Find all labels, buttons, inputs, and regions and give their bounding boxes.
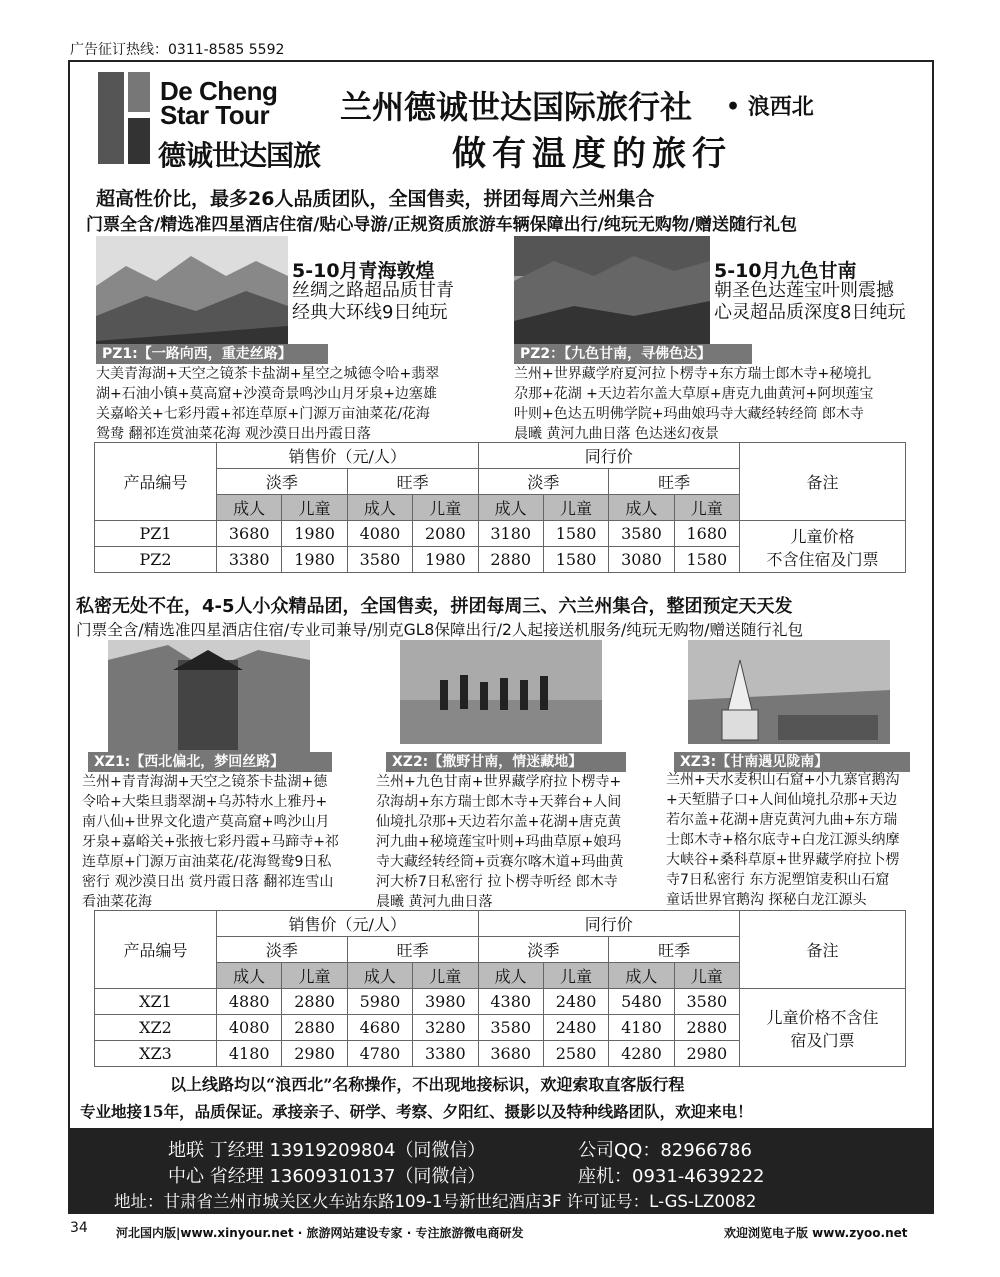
photo-pz2 bbox=[514, 236, 710, 356]
service-notice: 专业地接15年，品质保证。承接亲子、研学、考察、夕阳红、摄影以及特种线路团队，欢迎来电！ bbox=[80, 1102, 753, 1121]
contact-line: 地联 丁经理 13919209804（同微信） bbox=[168, 1140, 486, 1161]
table-row: PZ1 3680 1980 4080 2080 3180 1580 3580 1680 儿童价格 不含住宿及门票 bbox=[95, 521, 906, 547]
logo-text-en: De Cheng bbox=[160, 76, 278, 106]
ad-hotline: 广告征订热线：0311-8585 5592 bbox=[70, 42, 285, 58]
price-table-pz: 产品编号 销售价（元/人） 同行价 备注 淡季 旺季 淡季 旺季 成人 儿童 成人 儿童 成人 儿童 成人 儿童 PZ1 3680 1980 4080 2080 3180 1580 3580 1680 儿童价格 不含住宿及门票 PZ2 3380 1980 3580 1980 2880 1580 3080 1580 bbox=[94, 442, 906, 573]
pz1-promo: 丝绸之路超品质甘青 bbox=[292, 280, 454, 301]
photo-xz1 bbox=[108, 640, 310, 754]
logo-mark bbox=[98, 72, 124, 164]
operation-notice: 以上线路均以“浪西北”名称操作，不出现地接标识，欢迎索取直客版行程 bbox=[170, 1075, 685, 1094]
pz2-promo: 5-10月九色甘南 bbox=[714, 260, 857, 282]
pz2-promo: 朝圣色达莲宝叶则震撼 bbox=[714, 280, 894, 301]
logo-mark bbox=[128, 118, 150, 164]
price-table-xz: 产品编号 销售价（元/人） 同行价 备注 淡季 旺季 淡季 旺季 成人 儿童 成人 儿童 成人 儿童 成人 儿童 XZ1 4880 2880 5980 3980 4380 2480 5480 3580 儿童价格不含住 宿及门票 XZ2 4080 2880 4680 3280 3580 2480 4180 2880 XZ3 4180 2980 4780 3380 3680 2580 4280 2980 bbox=[94, 910, 906, 1067]
table-row: XZ3 4180 2980 4780 3380 3680 2580 4280 2980 bbox=[95, 1041, 906, 1067]
photo-xz3 bbox=[688, 640, 890, 744]
pz2-label: PZ2：【九色甘南，寻佛色达】 bbox=[514, 344, 752, 364]
pz1-description: 大美青海湖+天空之镜茶卡盐湖+星空之城德令哈+翡翠 湖+石油小镇+莫高窟+沙漠奇景鸣沙山月牙泉+边塞雄 关嘉峪关+七彩丹霞+祁连草原+门源万亩油菜花/花海 鸳鸯 翻祁连赏油菜花海 观沙漠日出丹霞日落 bbox=[96, 366, 440, 442]
logo-text-cn: 德诚世达国旅 bbox=[158, 139, 321, 172]
logo-text-en: Star Tour bbox=[160, 100, 270, 130]
table-row: XZ2 4080 2880 4680 3280 3580 2480 4180 2880 bbox=[95, 1015, 906, 1041]
page-number: 34 bbox=[70, 1220, 88, 1236]
pz2-promo: 心灵超品质深度8日纯玩 bbox=[714, 302, 906, 323]
photo-xz2 bbox=[400, 640, 602, 744]
xz3-description: 兰州+天水麦积山石窟+小九寨官鹅沟 +天堑腊子口+人间仙境扎尕那+天边 若尔盖+花湖+唐克黄河九曲+东方瑞 士郎木寺+格尔底寺+白龙江源头纳摩 大峡谷+桑科草原+世界藏学府拉卜楞 寺7日私密行 东方泥塑馆麦积山石窟 童话世界官鹅沟 探秘白龙江源头 bbox=[666, 772, 900, 908]
xz2-label: XZ2:【撒野甘南，情迷藏地】 bbox=[386, 752, 626, 772]
pz1-promo: 经典大环线9日纯玩 bbox=[292, 302, 448, 323]
contact-line: 中心 省经理 13609310137（同微信） bbox=[168, 1166, 486, 1187]
pz1-label: PZ1:【一路向西，重走丝路】 bbox=[96, 344, 328, 364]
section1-subline: 门票全含/精选准四星酒店住宿/贴心导游/正规资质旅游车辆保障出行/纯玩无购物/赠送随行礼包 bbox=[86, 215, 798, 235]
contact-panel bbox=[68, 1128, 934, 1214]
contact-qq: 公司QQ：82966786 bbox=[578, 1140, 752, 1161]
xz1-label: XZ1:【西北偏北，梦回丝路】 bbox=[88, 752, 332, 772]
table-row: PZ2 3380 1980 3580 1980 2880 1580 3080 1580 bbox=[95, 547, 906, 573]
pz2-description: 兰州+世界藏学府夏河拉卜楞寺+东方瑞士郎木寺+秘境扎 尕那+花湖 +天边若尔盖大草原+唐克九曲黄河+阿坝莲宝 叶则+色达五明佛学院+玛曲娘玛寺大藏经转经筒 郎木寺 晨曦 黄河九曲日落 色达迷幻夜景 bbox=[514, 366, 874, 442]
contact-phone: 座机：0931-4639222 bbox=[578, 1166, 765, 1187]
pz1-promo: 5-10月青海敦煌 bbox=[292, 260, 435, 282]
section1-headline: 超高性价比，最多26人品质团队，全国售卖，拼团每周六兰州集合 bbox=[96, 188, 655, 210]
agency-title: 兰州德诚世达国际旅行社 bbox=[340, 88, 693, 126]
section2-subline: 门票全含/精选准四星酒店住宿/专业司兼导/别克GL8保障出行/2人起接送机服务/纯玩无购物/赠送随行礼包 bbox=[76, 621, 804, 639]
xz1-description: 兰州+青青海湖+天空之镜茶卡盐湖+德 令哈+大柴旦翡翠湖+乌苏特水上雅丹+ 南八仙+世界文化遗产莫高窟+鸣沙山月 牙泉+嘉峪关+张掖七彩丹霞+马蹄寺+祁 连草原+门源万亩油菜花/花海鸳鸯9日私 密行 观沙漠日出 赏丹霞日落 翻祁连雪山 看油菜花海 bbox=[82, 774, 339, 910]
logo-mark bbox=[128, 72, 150, 112]
brand-tag: • 浪西北 bbox=[726, 94, 814, 120]
slogan: 做有温度的旅行 bbox=[452, 134, 732, 174]
footer-right: 欢迎浏览电子版 www.zyoo.net bbox=[724, 1226, 908, 1240]
contact-address: 地址：甘肃省兰州市城关区火车站东路109-1号新世纪酒店3F 许可证号：L-GS-LZ0082 bbox=[114, 1192, 757, 1211]
footer-left: 河北国内版|www.xinyour.net · 旅游网站建设专家 · 专注旅游微电商研发 bbox=[116, 1226, 524, 1240]
photo-pz1 bbox=[96, 236, 288, 356]
section2-headline: 私密无处不在，4-5人小众精品团，全国售卖，拼团每周三、六兰州集合，整团预定天天发 bbox=[76, 596, 793, 617]
xz3-label: XZ3:【甘南遇见陇南】 bbox=[674, 752, 910, 772]
xz2-description: 兰州+九色甘南+世界藏学府拉卜楞寺+ 尕海胡+东方瑞士郎木寺+天葬台+人间 仙境扎尕那+天边若尔盖+花湖+唐克黄 河九曲+秘境莲宝叶则+玛曲草原+娘玛 寺大藏经转经筒+贡赛尔喀木道+玛曲黄 河大桥7日私密行 拉卜楞寺听经 郎木寺 晨曦 黄河九曲日落 bbox=[376, 774, 624, 910]
table-row: XZ1 4880 2880 5980 3980 4380 2480 5480 3580 儿童价格不含住 宿及门票 bbox=[95, 989, 906, 1015]
